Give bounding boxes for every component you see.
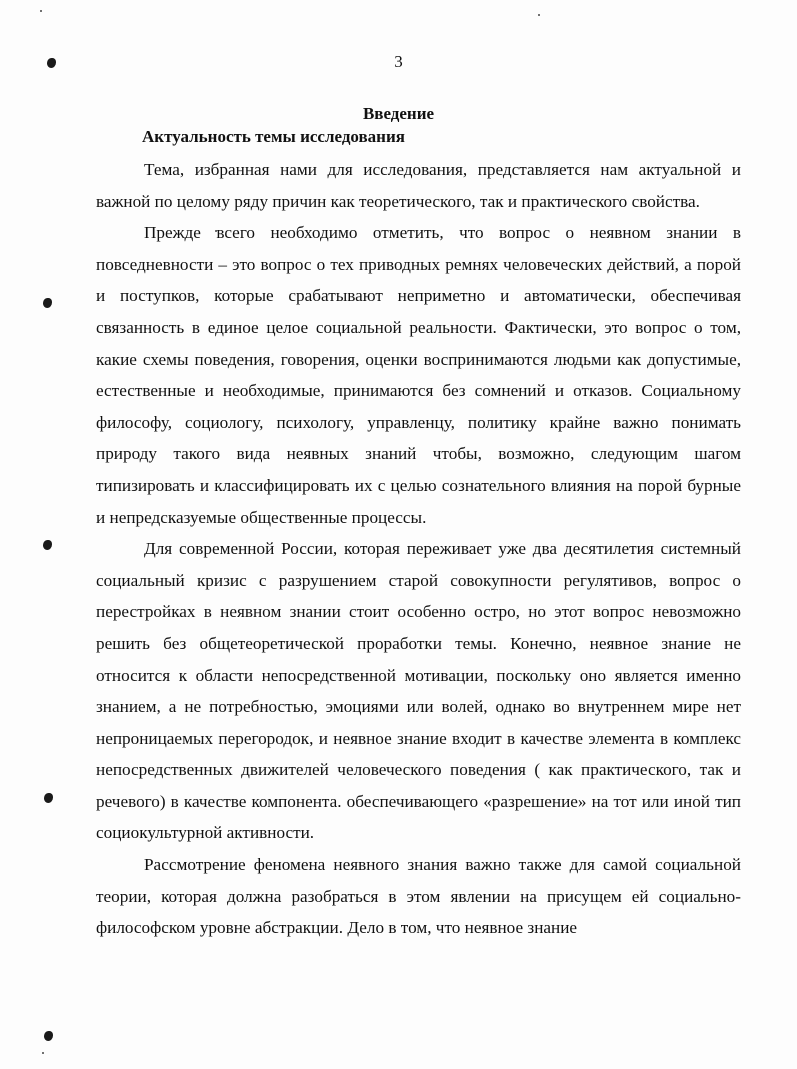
binding-hole-mark [43, 540, 52, 550]
paragraph: Для современной России, которая переживает уже два десятилетия системный социальный кризис с разрушением старой совокупности регулятивов, вопрос о перестройках в неявном знании стоит особенно остро, но этот вопрос невозможно решить без общетеоретической проработки темы. Конечно, неявное знание не относится к области непосредственной мотивации, поскольку оно является именно знанием, а не потребностью, эмоциями или волей, однако во внутреннем мире нет непроницаемых перегородок, и неявное знание входит в качестве элемента в комплекс непосредственных движителей человеческого поведения ( как практического, так и речевого) в качестве компонента. обеспечивающего «разрешение» на тот или иной тип социокультурной активности. [96, 539, 741, 843]
binding-hole-mark [44, 793, 53, 803]
page-number: 3 [394, 52, 403, 71]
paragraph: Прежде всего необходимо отметить, что вопрос о неявном знании в повседневности – это вопрос о тех приводных ремнях человеческих действий, а порой и поступков, которые срабатывают неприметно и автоматически, обеспечивая связанность в единое целое социальной реальности. Фактически, это вопрос о том, какие схемы поведения, говорения, оценки воспринимаются людьми как допустимые, естественные и необходимые, принимаются без сомнений и отказов. Социальному философу, социологу, психологу, управленцу, политику крайне важно понимать природу такого вида неявных знаний чтобы, возможно, следующим шагом типизировать и классифицировать их с целью сознательного влияния на порой бурные и непредсказуемые общественные процессы. [96, 223, 741, 527]
scan-speck [538, 14, 540, 16]
binding-hole-mark [43, 298, 52, 308]
body-text [96, 154, 741, 944]
scan-speck [42, 1052, 44, 1054]
section-subheading: Актуальность темы исследования [142, 127, 405, 146]
section-heading: Введение [362, 104, 435, 123]
paragraph: Тема, избранная нами для исследования, представляется нам актуальной и важной по целому ряду причин как теоретического, так и практического свойства. [96, 160, 741, 211]
paragraph: Рассмотрение феномена неявного знания важно также для самой социальной теории, которая должна разобраться в этом явлении на присущем ей социально-философском уровне абстракции. Дело в том, что неявное знание [96, 855, 741, 938]
scan-speck [40, 10, 42, 12]
binding-hole-mark [44, 1031, 53, 1041]
